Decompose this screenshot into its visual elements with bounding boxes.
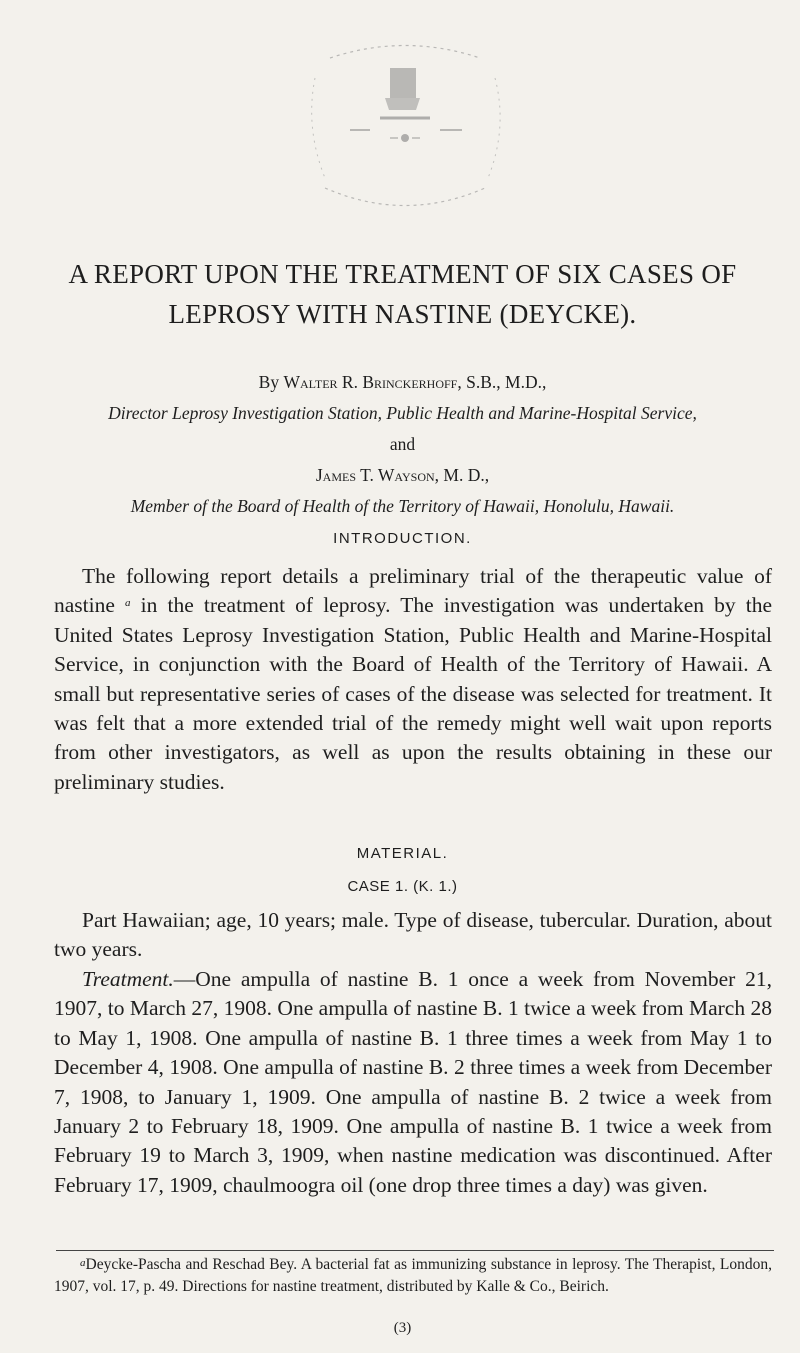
library-stamp-icon <box>290 38 520 218</box>
author2-position: Member of the Board of Health of the Territory of Hawaii, Honolulu, Hawaii. <box>130 496 675 516</box>
byline <box>40 367 765 522</box>
document-title: A REPORT UPON THE TREATMENT OF SIX CASES OF LEPROSY WITH NASTINE (DEYCKE). <box>68 259 737 329</box>
footnote-text: Deycke-Pascha and Reschad Bey. A bacterial fat as immunizing substance in leprosy. The Therapist, London, 1907, vol. 17, p. 49. Directions for nastine treatment, distributed by Kalle & Co., Beirich. <box>54 1256 772 1295</box>
author2-degrees: , M. D., <box>434 465 490 485</box>
case-label: CASE 1. (K. 1.) <box>347 878 458 895</box>
case-summary-text: Part Hawaiian; age, 10 years; male. Type of disease, tubercular. Duration, about two years. <box>54 908 772 962</box>
introduction-paragraph <box>54 562 772 797</box>
intro-text-start: The following report details a preliminary trial of the therapeutic value of nastine <box>54 564 772 618</box>
page-number: (3) <box>393 1320 412 1336</box>
author2-name: James T. Wayson <box>315 465 435 485</box>
introduction-heading: INTRODUCTION. <box>333 530 472 547</box>
by-word: By <box>258 372 280 392</box>
author2-line <box>40 460 765 491</box>
material-heading: MATERIAL. <box>356 845 449 862</box>
and-word: and <box>389 434 416 454</box>
footnote-ref: a <box>80 1257 86 1269</box>
author1-line <box>40 367 765 398</box>
footnote <box>54 1254 772 1298</box>
treatment-label: Treatment. <box>82 967 174 991</box>
treatment-paragraph <box>54 965 772 1200</box>
intro-text-rest: in the treatment of leprosy. The investigation was undertaken by the United States Leprosy Investigation Station, Public Health and Marine-Hospital Service, in conjunction with the Board of Health of the Territory of Hawaii. A small but representative series of cases of the disease was selected for treatment. It was felt that a more extended trial of the remedy might well wait upon reports from other investigators, as well as upon the results obtaining in these our preliminary studies. <box>54 593 772 794</box>
footnote-marker[interactable]: a <box>125 597 131 610</box>
author1-position: Director Leprosy Investigation Station, Public Health and Marine-Hospital Service, <box>108 403 697 423</box>
case-summary <box>54 906 772 965</box>
footnote-divider <box>56 1250 774 1251</box>
author1-degrees: , S.B., M.D., <box>457 372 547 392</box>
author1-name: Walter R. Brinckerhoff <box>283 372 458 392</box>
treatment-text: —One ampulla of nastine B. 1 once a week from November 21, 1907, to March 27, 1908. One ampulla of nastine B. 1 twice a week from March 28 to May 1, 1908. One ampulla of nastine B. 1 three times a week from May 1 to December 4, 1908. One ampulla of nastine B. 2 three times a week from December 7, 1908, to January 1, 1909. One ampulla of nastine B. 2 twice a week from January 2 to February 18, 1909. One ampulla of nastine B. 1 twice a week from February 19 to March 3, 1909, when nastine medication was discontinued. After February 17, 1909, chaulmoogra oil (one drop three times a day) was given. <box>54 967 772 1197</box>
